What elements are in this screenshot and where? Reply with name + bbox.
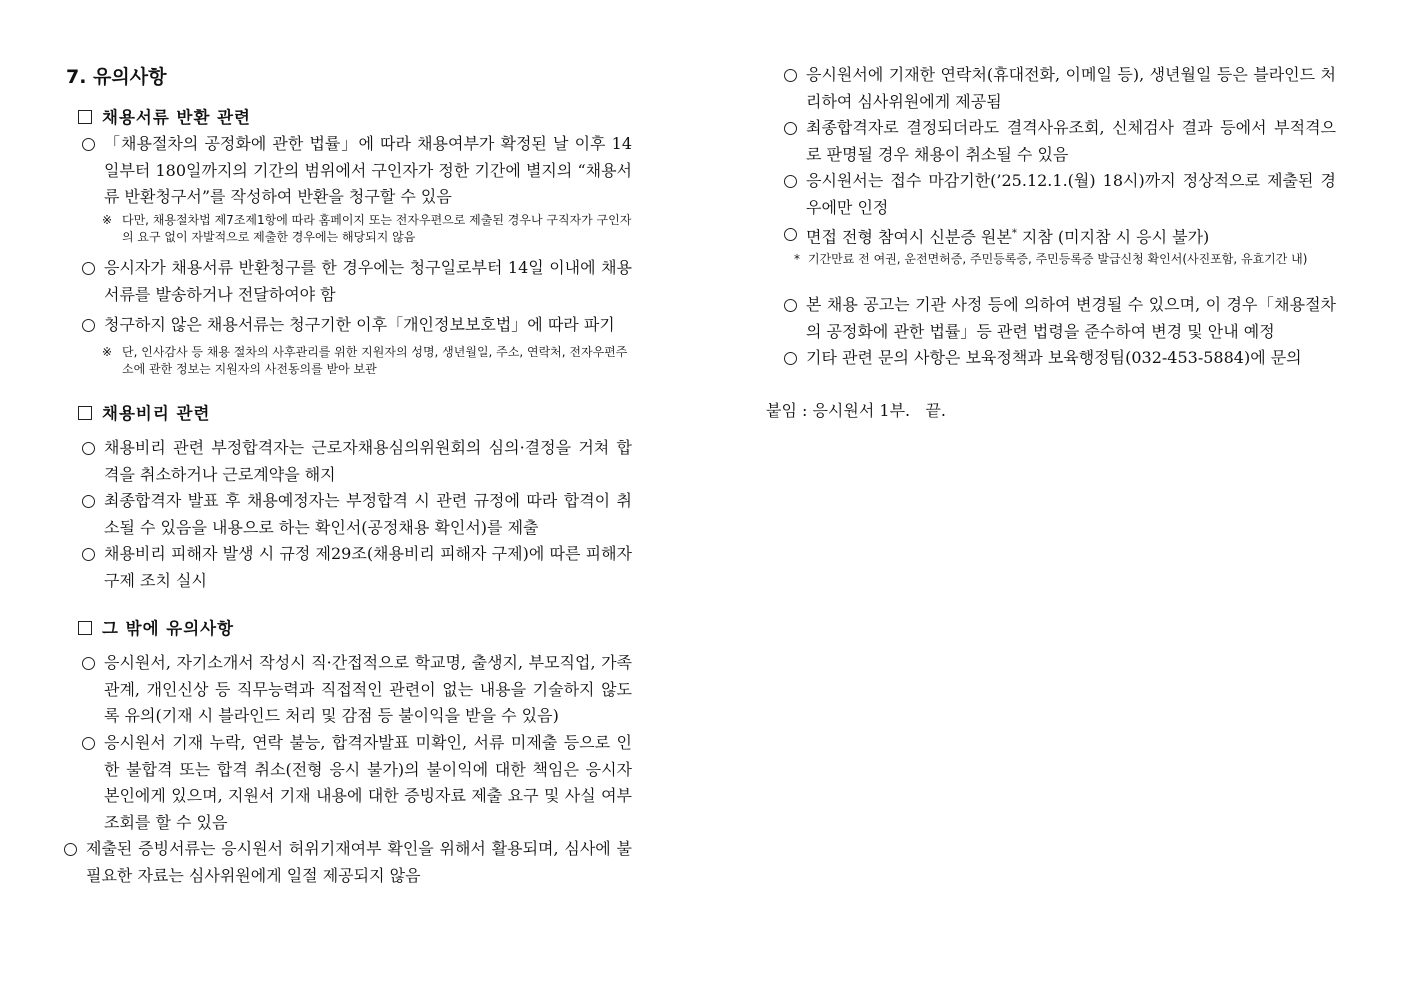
list-item-text: 응시자가 채용서류 반환청구를 한 경우에는 청구일로부터 14일 이내에 채용서류를 발송하거나 전달하여야 함: [104, 258, 632, 304]
note-text: 기간만료 전 여권, 운전면허증, 주민등록증, 주민등록증 발급신청 확인서(사진포함, 유효기간 내): [808, 252, 1308, 266]
list-item: [806, 292, 1336, 345]
list-item-text: 최종합격자로 결정되더라도 결격사유조회, 신체검사 결과 등에서 부적격으로 판명될 경우 채용이 취소될 수 있음: [806, 118, 1336, 164]
circle-bullet-icon: [82, 495, 95, 508]
circle-bullet-icon: [784, 122, 797, 135]
circle-bullet-icon: [64, 843, 77, 856]
reference-mark-icon: ※: [102, 345, 113, 359]
list-item: [806, 221, 1336, 251]
footnote-star: *: [794, 252, 800, 266]
list-item-text: 응시원서는 접수 마감기한(’25.12.1.(월) 18시)까지 정상적으로 제출된 경우에만 인정: [806, 171, 1336, 217]
footnote-star: *: [1011, 228, 1017, 239]
section-title-text: 채용서류 반환 관련: [102, 108, 252, 127]
list-item: [806, 115, 1336, 168]
checkbox-square-icon: [78, 621, 92, 635]
section-title-text: 채용비리 관련: [102, 404, 211, 423]
circle-bullet-icon: [82, 138, 95, 151]
circle-bullet-icon: [82, 442, 95, 455]
list-item-text: 제출된 증빙서류는 응시원서 허위기재여부 확인을 위해서 활용되며, 심사에 불필요한 자료는 심사위원에게 일절 제공되지 않음: [86, 839, 632, 885]
list-item-text: 「채용절차의 공정화에 관한 법률」에 따라 채용여부가 확정된 날 이후 14일부터 180일까지의 기간의 범위에서 구인자가 정한 기간에 별지의 “채용서류 반환청구서”를 작성하여 반환을 청구할 수 있음: [104, 134, 632, 206]
circle-bullet-icon: [784, 175, 797, 188]
attachment-line: 붙임 : 응시원서 1부. 끝.: [766, 401, 946, 420]
list-item-text: 청구하지 않은 채용서류는 청구기한 이후「개인정보보호법」에 따라 파기: [104, 315, 615, 334]
list-item-text: 면접 전형 참여시 신분증 원본: [806, 227, 1012, 247]
list-item: [806, 62, 1336, 115]
checkbox-square-icon: [78, 110, 92, 124]
circle-bullet-icon: [82, 548, 95, 561]
section-heading: 7. 유의사항: [66, 66, 167, 88]
list-item-text: 최종합격자 발표 후 채용예정자는 부정합격 시 관련 규정에 따라 합격이 취소될 수 있음을 내용으로 하는 확인서(공정채용 확인서)를 제출: [104, 491, 632, 537]
circle-bullet-icon: [82, 262, 95, 275]
list-item: [806, 168, 1336, 221]
list-item: [104, 650, 632, 730]
list-item-text: 기타 관련 문의 사항은 보육정책과 보육행정팀(032-453-5884)에 문의: [806, 348, 1302, 367]
note-text: 단, 인사감사 등 채용 절차의 사후관리를 위한 지원자의 성명, 생년월일, 주소, 연락처, 전자우편주소에 관한 정보는 지원자의 사전동의를 받아 보관: [122, 345, 628, 376]
list-item: [104, 255, 632, 308]
section-title: [78, 104, 251, 128]
list-item: [104, 131, 632, 211]
list-item-text: 응시원서 기재 누락, 연락 불능, 합격자발표 미확인, 서류 미제출 등으로 인한 불합격 또는 합격 취소(전형 응시 불가)의 불이익에 대한 책임은 응시자 본인에게 있으며, 지원서 기재 내용에 대한 증빙자료 제출 요구 및 사실 여부 조회를 할 수 있음: [104, 733, 632, 832]
list-item: [104, 541, 632, 594]
list-item-text: 채용비리 관련 부정합격자는 근로자채용심의위원회의 심의·결정을 거쳐 합격을 취소하거나 근로계약을 해지: [104, 438, 632, 484]
note: [102, 212, 632, 246]
list-item: [806, 345, 1336, 372]
checkbox-square-icon: [78, 406, 92, 420]
list-item: [104, 730, 632, 836]
note: [794, 248, 1336, 270]
section-title: [78, 615, 234, 639]
section-title-text: 그 밖에 유의사항: [102, 619, 235, 638]
circle-bullet-icon: [784, 228, 797, 241]
circle-bullet-icon: [784, 69, 797, 82]
list-item-text: 채용비리 피해자 발생 시 규정 제29조(채용비리 피해자 구제)에 따른 피해자 구제 조치 실시: [104, 544, 632, 590]
section-title: [78, 400, 210, 424]
circle-bullet-icon: [82, 319, 95, 332]
circle-bullet-icon: [784, 299, 797, 312]
list-item-text: 본 채용 공고는 기관 사정 등에 의하여 변경될 수 있으며, 이 경우「채용절차의 공정화에 관한 법률」등 관련 법령을 준수하여 변경 및 안내 예정: [806, 295, 1336, 341]
reference-mark-icon: ※: [102, 213, 113, 227]
circle-bullet-icon: [82, 737, 95, 750]
list-item-text: 지참 (미지참 시 응시 불가): [1016, 227, 1210, 247]
list-item-text: 응시원서에 기재한 연락처(휴대전화, 이메일 등), 생년월일 등은 블라인드 처리하여 심사위원에게 제공됨: [806, 65, 1336, 111]
list-item: [86, 836, 632, 889]
circle-bullet-icon: [82, 657, 95, 670]
list-item: [104, 488, 632, 541]
circle-bullet-icon: [784, 352, 797, 365]
note-text: 다만, 채용절차법 제7조제1항에 따라 홈페이지 또는 전자우편으로 제출된 경우나 구직자가 구인자의 요구 없이 자발적으로 제출한 경우에는 해당되지 않음: [122, 213, 632, 244]
list-item-text: 응시원서, 자기소개서 작성시 직·간접적으로 학교명, 출생지, 부모직업, 가족관계, 개인신상 등 직무능력과 직접적인 관련이 없는 내용을 기술하지 않도록 유의(기재 시 블라인드 처리 및 감점 등 불이익을 받을 수 있음): [104, 653, 632, 725]
list-item: [104, 435, 632, 488]
note: [102, 344, 632, 378]
list-item: [104, 312, 632, 339]
